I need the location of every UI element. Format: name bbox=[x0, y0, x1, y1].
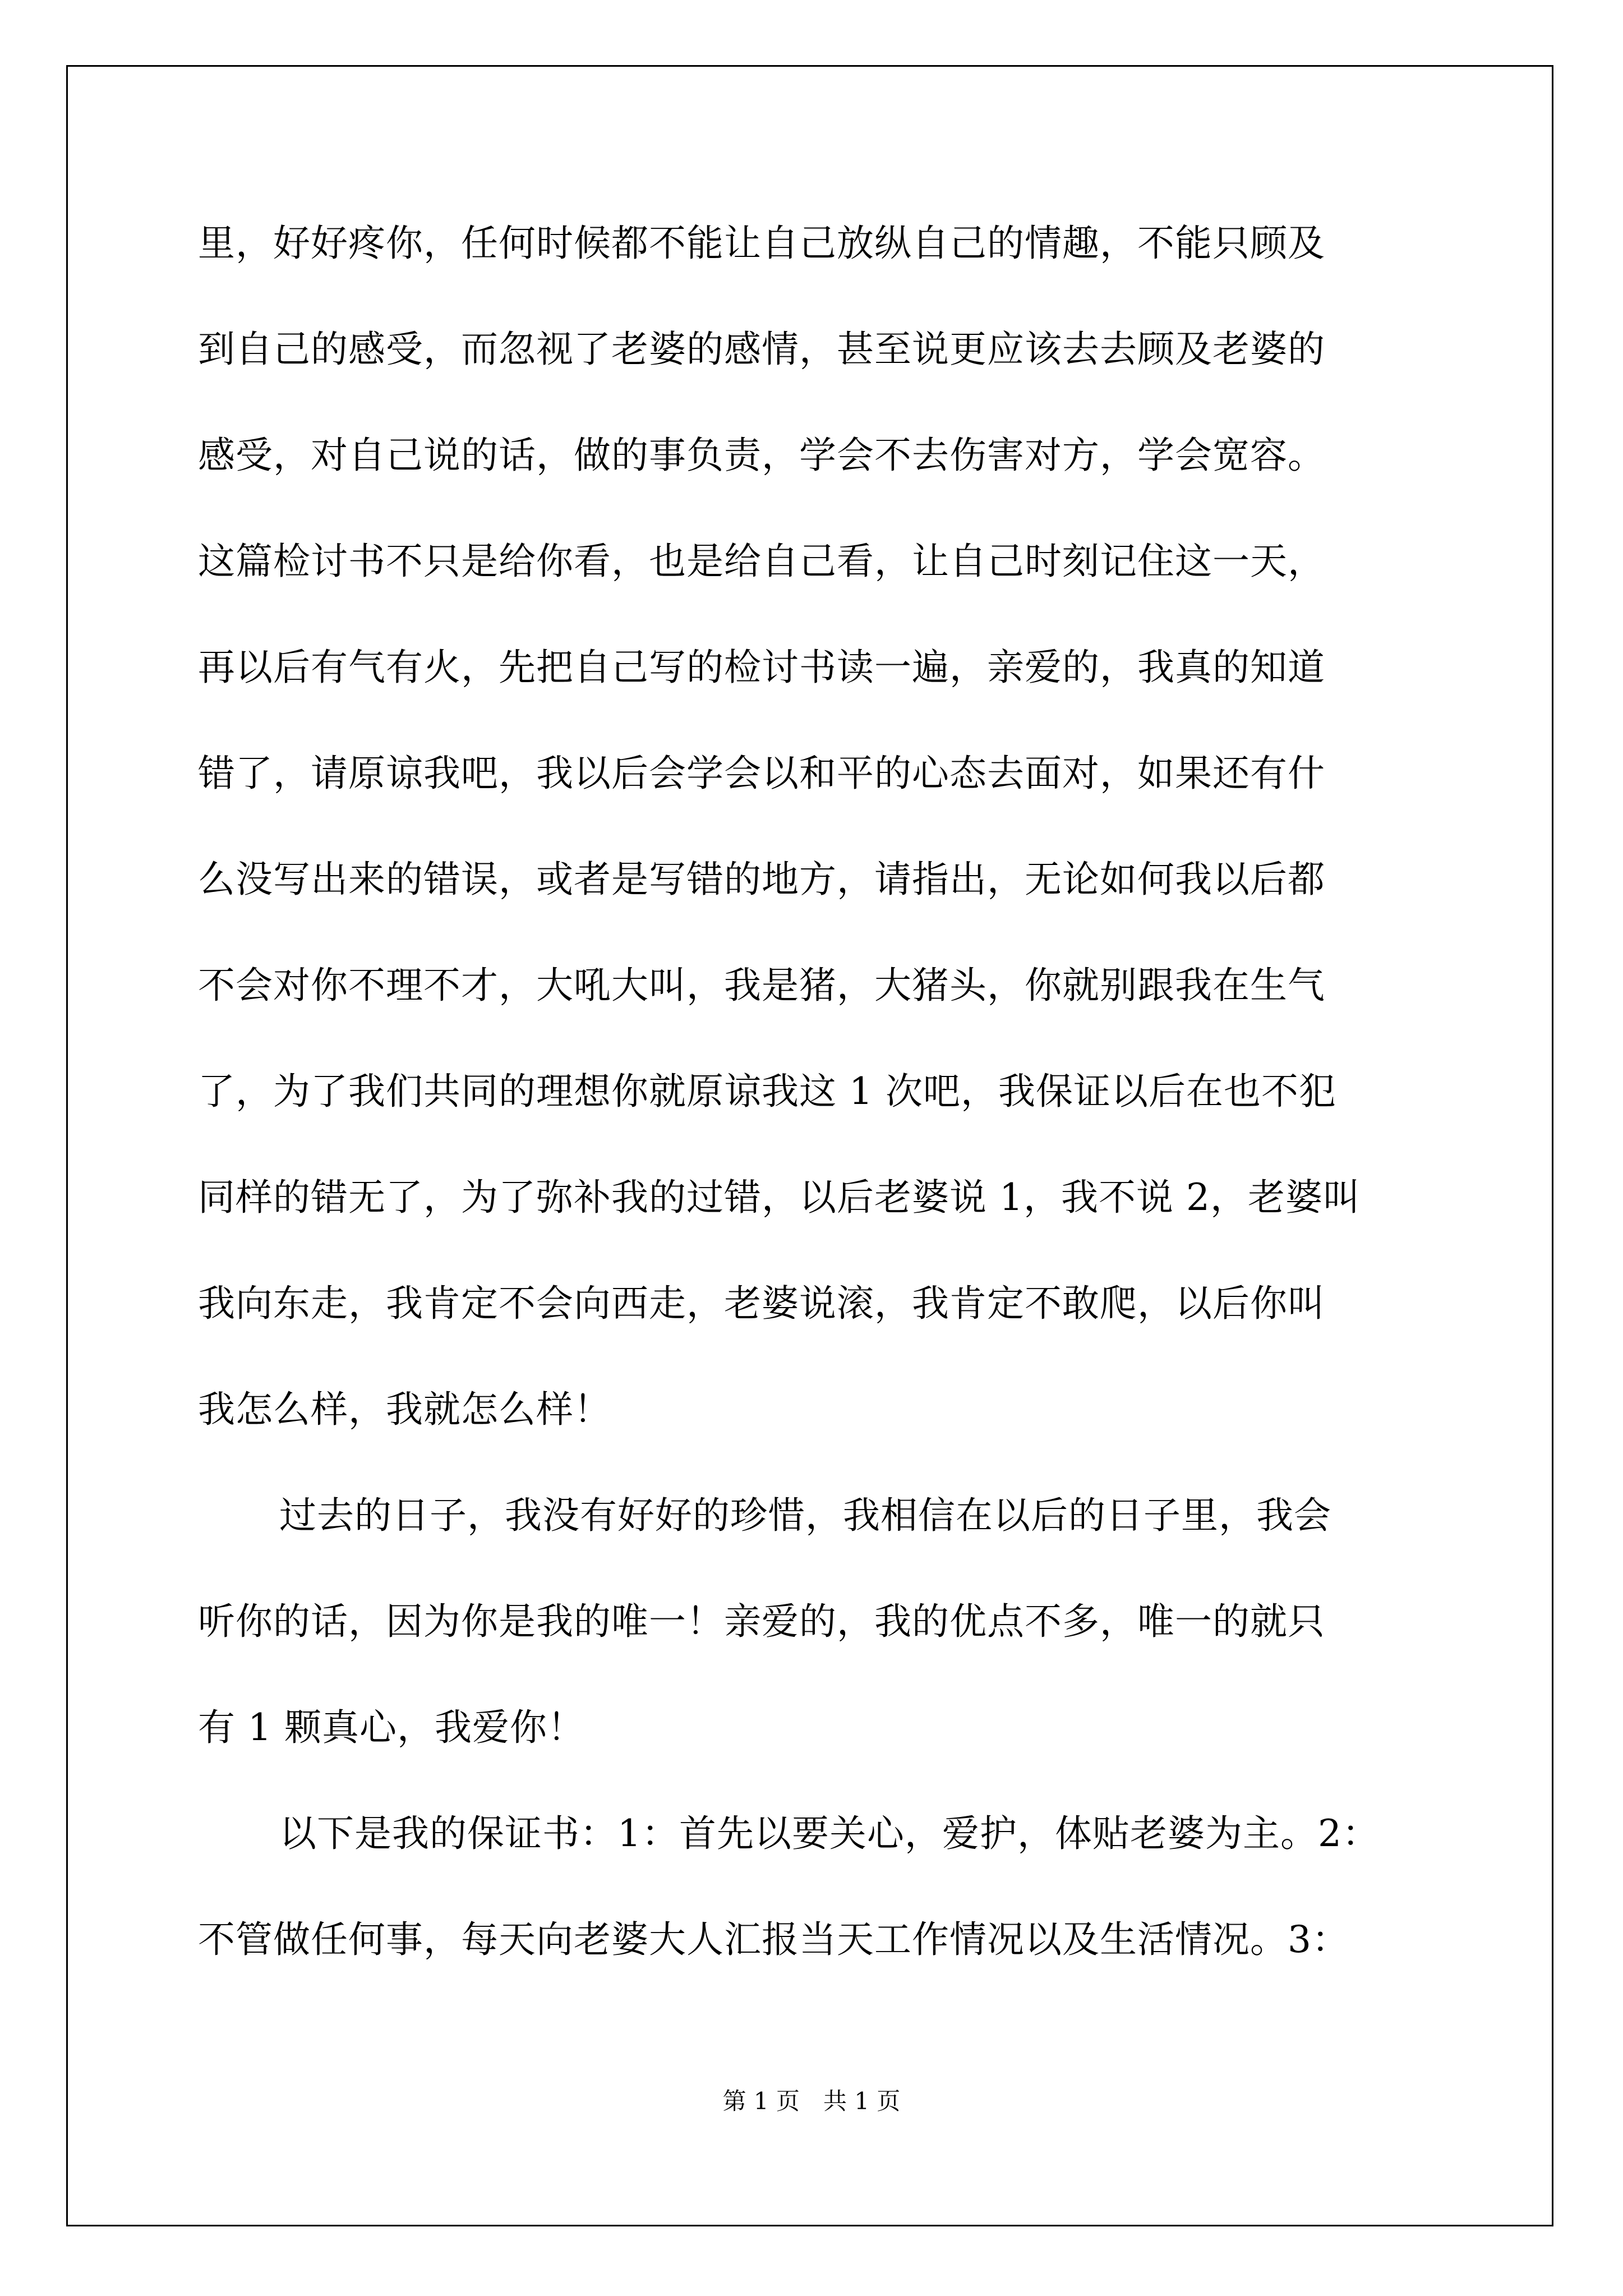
text-line-4: 这篇检讨书不只是给你看，也是给自己看，让自己时刻记住这一天， bbox=[198, 540, 1325, 583]
paragraph-2-line-2: 听你的话，因为你是我的唯一！亲爱的，我的优点不多，唯一的就只 bbox=[198, 1600, 1325, 1643]
text-line-12: 我怎么样，我就怎么样！ bbox=[198, 1388, 611, 1431]
document-body bbox=[198, 215, 1449, 2018]
text-line-2: 到自己的感受，而忽视了老婆的感情，甚至说更应该去去顾及老婆的 bbox=[198, 328, 1325, 371]
text-line-5: 再以后有气有火，先把自己写的检讨书读一遍，亲爱的，我真的知道 bbox=[198, 646, 1325, 689]
text-line-7: 么没写出来的错误，或者是写错的地方，请指出，无论如何我以后都 bbox=[198, 858, 1325, 901]
text-line-3: 感受，对自己说的话，做的事负责，学会不去伤害对方，学会宽容。 bbox=[198, 434, 1325, 477]
text-line-10: 同样的错无了，为了弥补我的过错，以后老婆说 1，我不说 2，老婆叫 bbox=[198, 1176, 1361, 1219]
paragraph-3-line-2: 不管做任何事，每天向老婆大人汇报当天工作情况以及生活情况。3： bbox=[198, 1918, 1349, 1961]
paragraph-2-line-1: 过去的日子，我没有好好的珍惜，我相信在以后的日子里，我会 bbox=[279, 1494, 1331, 1537]
text-line-8: 不会对你不理不才，大吼大叫，我是猪，大猪头，你就别跟我在生气 bbox=[198, 964, 1325, 1007]
paragraph-2-line-3: 有 1 颗真心，我爱你！ bbox=[198, 1706, 585, 1749]
paragraph-3-line-1: 以下是我的保证书：1：首先以要关心，爱护，体贴老婆为主。2： bbox=[279, 1812, 1380, 1855]
page-footer: 第 1 页 共 1 页 bbox=[722, 2087, 901, 2115]
text-line-1: 里，好好疼你，任何时候都不能让自己放纵自己的情趣，不能只顾及 bbox=[198, 222, 1325, 265]
text-line-6: 错了，请原谅我吧，我以后会学会以和平的心态去面对，如果还有什 bbox=[198, 752, 1325, 795]
text-line-11: 我向东走，我肯定不会向西走，老婆说滚，我肯定不敢爬，以后你叫 bbox=[198, 1282, 1325, 1325]
text-line-9: 了，为了我们共同的理想你就原谅我这 1 次吧，我保证以后在也不犯 bbox=[198, 1070, 1336, 1113]
